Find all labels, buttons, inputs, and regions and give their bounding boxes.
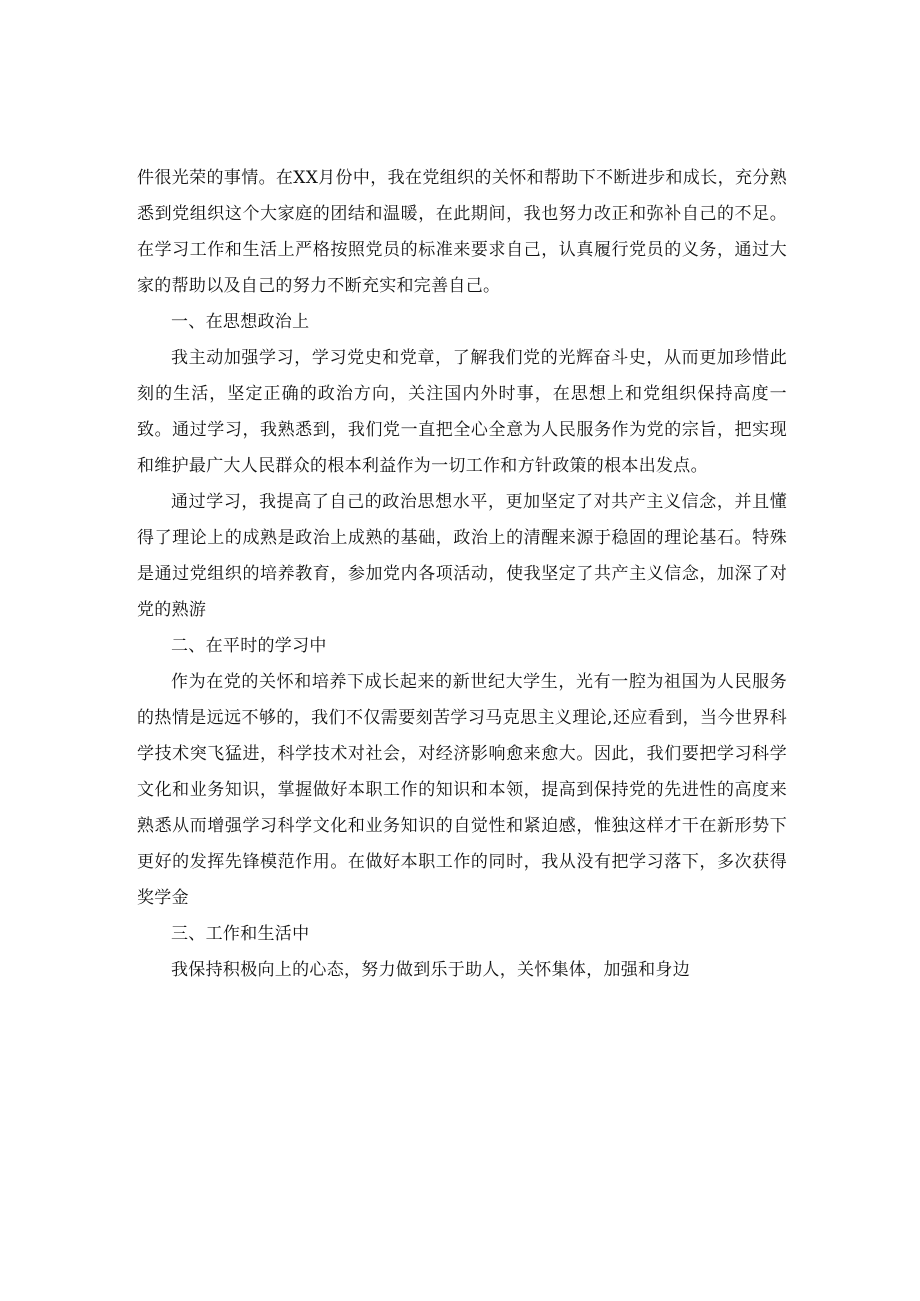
document-body [137,160,787,988]
paragraph-political-belief: 通过学习，我提高了自己的政治思想水平，更加坚定了对共产主义信念，并且懂得了理论上的成熟是政治上成熟的基础，政治上的清醒来源于稳固的理论基石。特殊是通过党组织的培养教育，参加党内各项活动，使我坚定了共产主义信念，加深了对党的熟游 [137,492,787,620]
paragraph-work-life: 我保持积极向上的心态，努力做到乐于助人，关怀集体，加强和身边 [171,960,690,980]
paragraph-study: 作为在党的关怀和培养下成长起来的新世纪大学生，光有一腔为祖国为人民服务的热情是远远不够的，我们不仅需要刻苦学习马克思主义理论,还应看到，当今世界科学技术突飞猛进，科学技术对社会，对经济影响愈来愈大。因此，我们要把学习科学文化和业务知识，掌握做好本职工作的知识和本领，提高到保持党的先进性的高度来熟悉从而增强学习科学文化和业务知识的自觉性和紧迫感，惟独这样才干在新形势下更好的发挥先锋模范作用。在做好本职工作的同时，我从没有把学习落下，多次获得奖学金 [137,672,787,908]
paragraph-political-study: 我主动加强学习，学习党史和党章，了解我们党的光辉奋斗史，从而更加珍惜此刻的生活，坚定正确的政治方向，关注国内外时事，在思想上和党组织保持高度一致。通过学习，我熟悉到，我们党一直把全心全意为人民服务作为党的宗旨，把实现和维护最广大人民群众的根本利益作为一切工作和方针政策的根本出发点。 [137,348,787,476]
section-heading-study: 二、在平时的学习中 [171,636,327,656]
paragraph-intro: 件很光荣的事情。在XX月份中，我在党组织的关怀和帮助下不断进步和成长，充分熟悉到党组织这个大家庭的团结和温暖，在此期间，我也努力改正和弥补自己的不足。在学习工作和生活上严格按照党员的标准来要求自己，认真履行党员的义务，通过大家的帮助以及自己的努力不断充实和完善自己。 [137,168,787,296]
section-heading-work-life: 三、工作和生活中 [171,924,310,944]
section-heading-political: 一、在思想政治上 [171,312,310,332]
